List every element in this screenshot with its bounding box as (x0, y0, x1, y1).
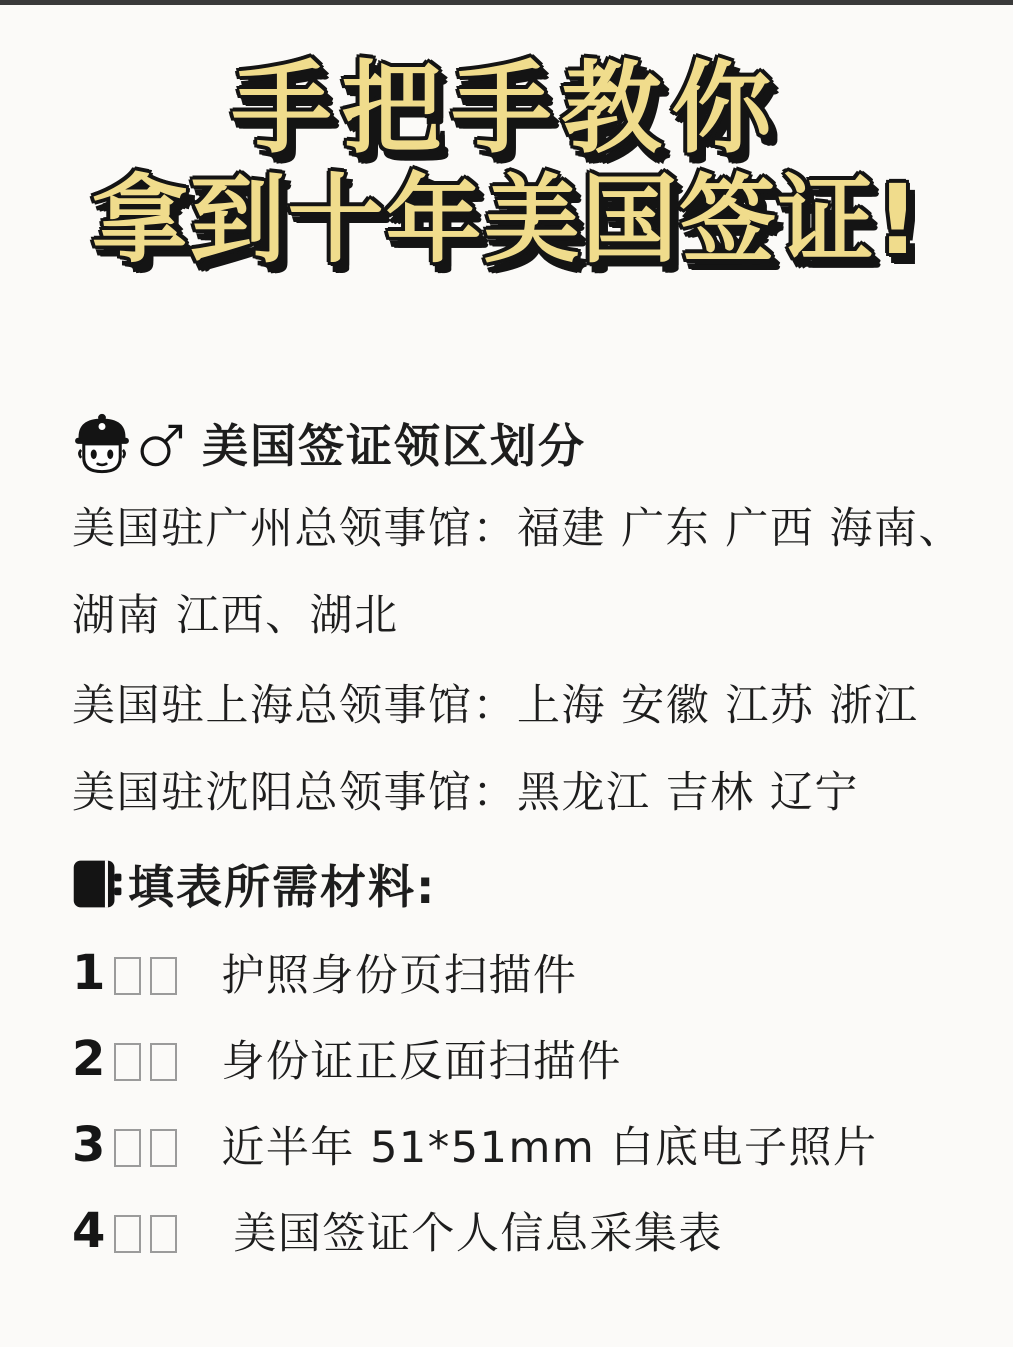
list-item (72, 944, 983, 1002)
item-text: 护照身份页扫描件 (221, 951, 578, 1002)
title-line-1: 手把手教你 (231, 50, 782, 167)
materials-list (72, 944, 983, 1260)
notebook-icon (72, 856, 124, 912)
item-text: 美国签证个人信息采集表 (233, 1209, 723, 1260)
item-number: 2 (72, 1030, 106, 1087)
title-block (0, 0, 1013, 276)
male-sign-icon (138, 417, 186, 469)
item-number: 4 (72, 1202, 106, 1259)
consulate-line-guangzhou: 美国驻广州总领事馆：福建 广东 广西 海南、 (72, 503, 964, 554)
missing-glyph-box-icon (150, 1043, 177, 1081)
district-section-heading (72, 411, 983, 475)
missing-glyph-box-icon (114, 1043, 141, 1081)
materials-heading-label: 填表所需材料: (128, 859, 437, 914)
content-area (0, 411, 1013, 1260)
police-officer-icon (72, 410, 132, 476)
missing-glyph-box-icon (114, 957, 141, 995)
consulate-line-shenyang: 美国驻沈阳总领事馆：黑龙江 吉林 辽宁 (72, 768, 859, 819)
item-text: 身份证正反面扫描件 (221, 1037, 622, 1088)
list-item (72, 1116, 983, 1174)
list-item (72, 1030, 983, 1088)
item-number: 3 (72, 1116, 106, 1173)
consulate-line-shanghai: 美国驻上海总领事馆：上海 安徽 江苏 浙江 (72, 680, 919, 731)
title-line-2: 拿到十年美国签证! (91, 164, 922, 276)
missing-glyph-box-icon (150, 957, 177, 995)
materials-section-heading (72, 855, 983, 913)
item-number: 1 (72, 944, 106, 1001)
top-border-strip (0, 0, 1013, 5)
missing-glyph-box-icon (114, 1215, 141, 1253)
missing-glyph-box-icon (114, 1129, 141, 1167)
item-text: 近半年 51*51mm 白底电子照片 (221, 1123, 878, 1174)
consulate-line-guangzhou-continued: 湖南 江西、湖北 (72, 591, 399, 642)
list-item (72, 1202, 983, 1260)
missing-glyph-box-icon (150, 1215, 177, 1253)
missing-glyph-box-icon (150, 1129, 177, 1167)
district-heading-label: 美国签证领区划分 (202, 418, 586, 473)
